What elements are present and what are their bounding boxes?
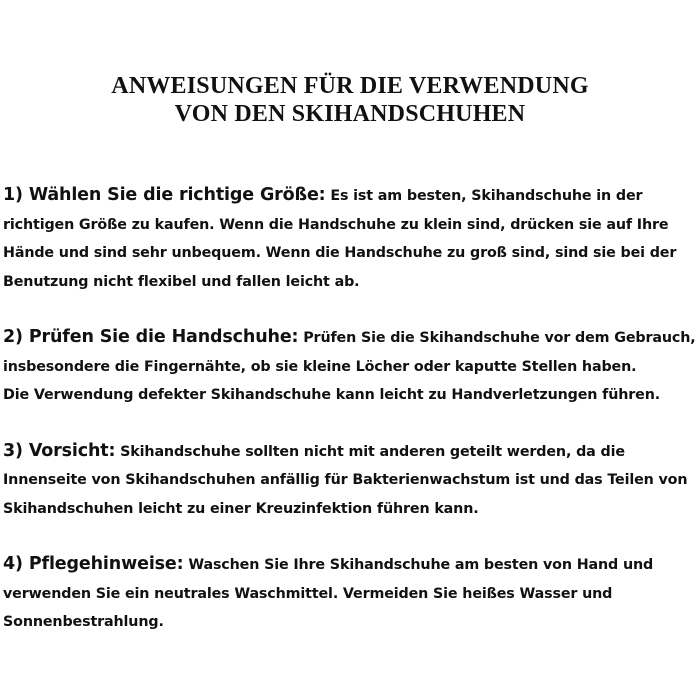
instruction-paragraph (3, 181, 698, 296)
section-body: Prüfen Sie die Skihandschuhe vor dem Gebrauch, insbesondere die Fingernähte, ob sie kleine Löcher oder kaputte Stellen haben. (3, 330, 696, 375)
title-line-2: VON DEN SKIHANDSCHUHEN (174, 101, 526, 127)
instruction-paragraph-continued (3, 381, 698, 410)
title-line-1: ANWEISUNGEN FÜR DIE VERWENDUNG (111, 73, 589, 99)
instruction-section-check (3, 323, 698, 410)
instruction-section-size (3, 181, 698, 296)
section-body: Skihandschuhe sollten nicht mit anderen geteilt werden, da die Innenseite von Skihandschuhen anfällig für Bakterienwachstum ist und das Teilen von Skihandschuhen leicht zu einer Kreuzinfektion führen kann. (3, 443, 688, 517)
section-heading: 1) Wählen Sie die richtige Größe: (3, 185, 326, 205)
instruction-paragraph (3, 550, 698, 637)
section-heading: 2) Prüfen Sie die Handschuhe: (3, 327, 299, 347)
section-heading: 3) Vorsicht: (3, 440, 116, 461)
instruction-section-care (3, 550, 698, 637)
instruction-list (3, 181, 698, 664)
instruction-paragraph (3, 437, 698, 524)
page-title (0, 72, 700, 128)
instruction-section-caution (3, 437, 698, 524)
section-heading: 4) Pflegehinweise: (3, 554, 184, 574)
instruction-paragraph (3, 323, 698, 381)
section-body: Waschen Sie Ihre Skihandschuhe am besten von Hand und verwenden Sie ein neutrales Waschmittel. Vermeiden Sie heißes Wasser und Sonnenbestrahlung. (3, 557, 654, 630)
section-body: Es ist am besten, Skihandschuhe in der richtigen Größe zu kaufen. Wenn die Handschuhe zu klein sind, drücken sie auf Ihre Hände und sind sehr unbequem. Wenn die Handschuhe zu groß sind, sind sie bei der Benutzung nicht flexibel und fallen leicht ab. (3, 188, 677, 290)
section-body-continued: Die Verwendung defekter Skihandschuhe kann leicht zu Handverletzungen führen. (3, 387, 661, 403)
